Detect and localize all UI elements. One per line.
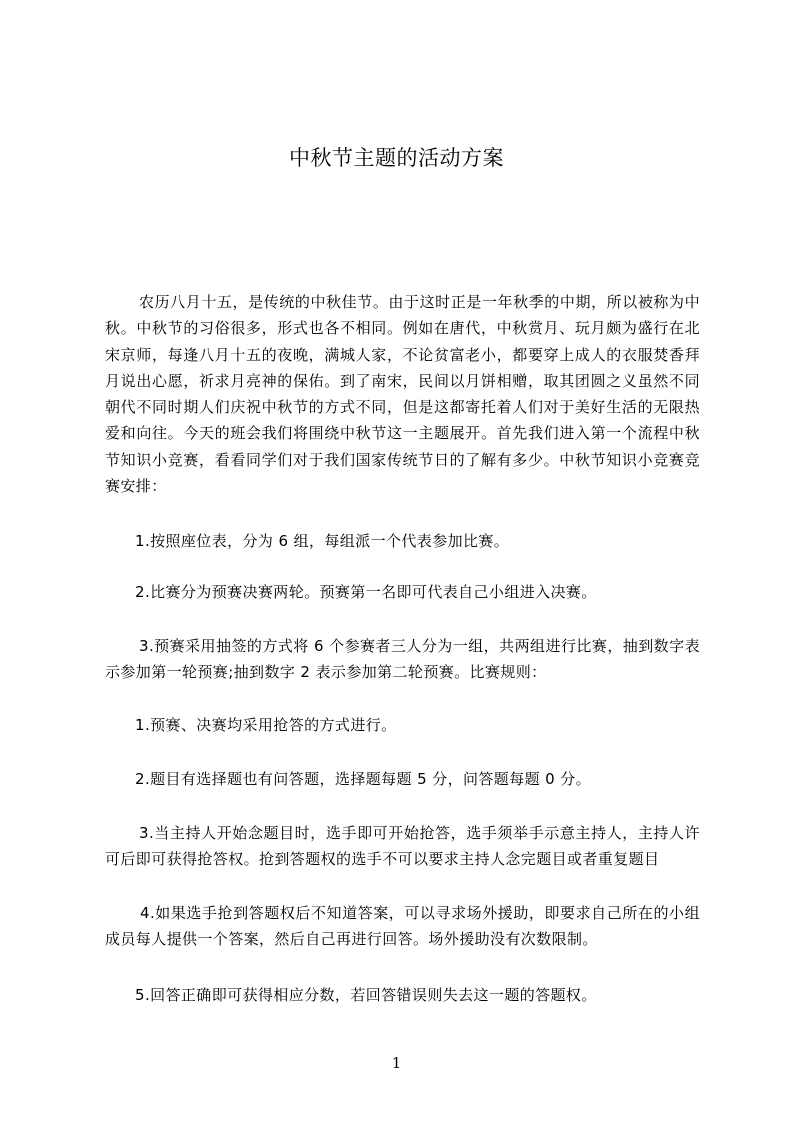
intro-paragraph: 农历八月十五，是传统的中秋佳节。由于这时正是一年秋季的中期，所以被称为中秋。中秋节的习俗很多，形式也各不相同。例如在唐代，中秋赏月、玩月颇为盛行在北宋京师，每逢八月十五的夜晚，满城人家，不论贫富老小，都要穿上成人的衣服焚香拜月说出心愿，祈求月亮神的保佑。到了南宋，民间以月饼相赠，取其团圆之义虽然不同朝代不同时期人们庆祝中秋节的方式不同，但是这都寄托着人们对于美好生活的无限热爱和向往。今天的班会我们将围绕中秋节这一主题展开。首先我们进入第一个流程中秋节知识小竞赛，看看同学们对于我们国家传统节日的了解有多少。中秋节知识小竞赛竞赛安排： (105, 293, 700, 496)
page-number: 1 (391, 1054, 402, 1072)
rule-item-5: 5.回答正确即可获得相应分数，若回答错误则失去这一题的答题权。 (135, 986, 597, 1004)
rule-item-3: 3.当主持人开始念题目时，选手即可开始抢答，选手须举手示意主持人，主持人许可后即可获得抢答权。抢到答题权的选手不可以要求主持人念完题目或者重复题目 (105, 824, 700, 869)
arrangement-item-2: 2.比赛分为预赛决赛两轮。预赛第一名即可代表自己小组进入决赛。 (135, 583, 597, 601)
rule-item-4: 4.如果选手抢到答题权后不知道答案，可以寻求场外援助，即要求自己所在的小组成员每人提供一个答案，然后自己再进行回答。场外援助没有次数限制。 (105, 904, 700, 949)
arrangement-item-3: 3.预赛采用抽签的方式将 6 个参赛者三人分为一组，共两组进行比赛，抽到数字表示参加第一轮预赛;抽到数字 2 表示参加第二轮预赛。比赛规则： (105, 637, 700, 682)
arrangement-item-1: 1.按照座位表，分为 6 组，每组派一个代表参加比赛。 (135, 532, 510, 550)
rule-item-1: 1.预赛、决赛均采用抢答的方式进行。 (135, 716, 397, 734)
document-title: 中秋节主题的活动方案 (289, 146, 504, 170)
rule-item-2: 2.题目有选择题也有问答题，选择题每题 5 分，问答题每题 0 分。 (135, 770, 592, 788)
